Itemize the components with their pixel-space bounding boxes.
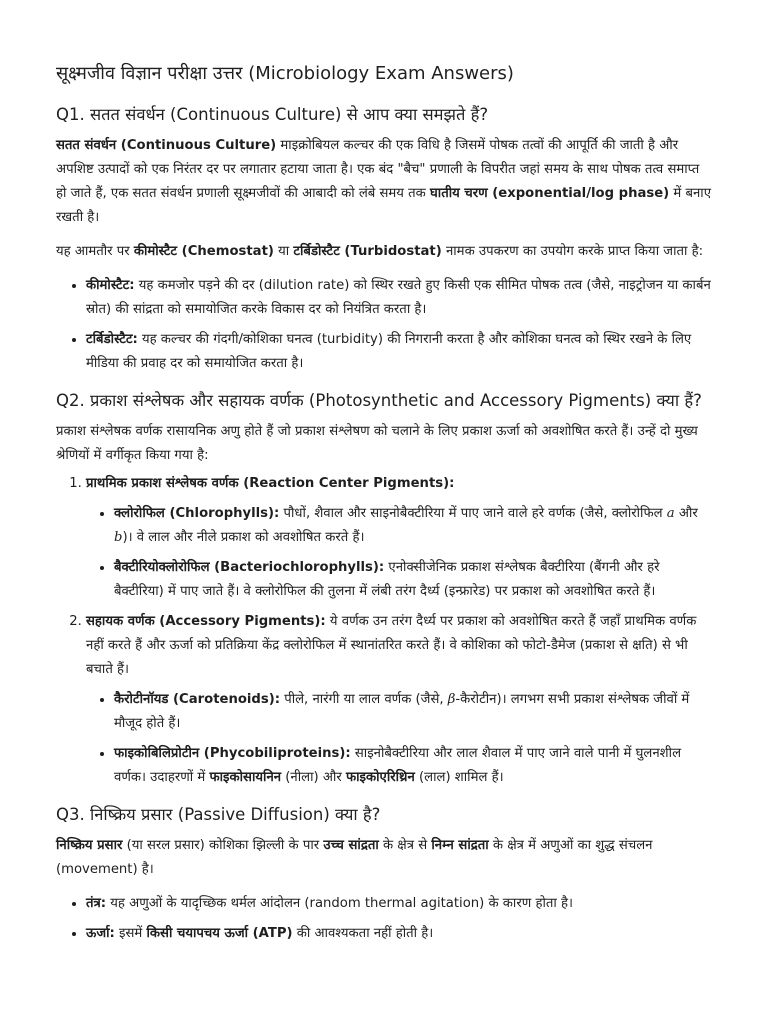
q3-heading: Q3. निष्क्रिय प्रसार (Passive Diffusion) क्या है?	[56, 805, 381, 824]
text-span: माइक्रोबियल कल्चर की एक विधि है जिसमें पोषक तत्वों की आपूर्ति की जाती है और अपशिष्ट उत्पादों को एक निरंतर दर पर लगातार हटाया जाता है। एक बंद "बैच" प्रणाली के विपरीत जहां समय के साथ पोषक तत्व समाप्त हो जाते हैं, एक सतत संवर्धन प्रणाली सूक्ष्मजीवों की आबादी को लंबे समय तक	[56, 138, 700, 201]
list-item	[114, 742, 712, 790]
text-span: पौधों, शैवाल और साइनोबैक्टीरिया में पाए जाने वाले हरे वर्णक (जैसे, क्लोरोफिल	[279, 506, 667, 521]
text-span: यह कल्चर की गंदगी/कोशिका घनत्व (turbidity) की निगरानी करता है और कोशिका घनत्व को स्थिर रखने के लिए मीडिया की प्रवाह दर को समायोजित करता है।	[86, 332, 692, 371]
q2-intro: प्रकाश संश्लेषक वर्णक रासायनिक अणु होते हैं जो प्रकाश संश्लेषण को चलाने के लिए प्रकाश ऊर्जा को अवशोषित करते हैं। उन्हें दो मुख्य श्रेणियों में वर्गीकृत किया गया है:	[56, 424, 698, 463]
bold-term: फाइकोबिलिप्रोटीन (Phycobiliproteins):	[114, 746, 351, 761]
text-span: साइनोबैक्टीरिया और लाल शैवाल में पाए जाने वाले पानी में घुलनशील वर्णक। उदाहरणों में	[114, 746, 682, 785]
text-span: पीले, नारंगी या लाल वर्णक (जैसे,	[280, 692, 448, 707]
bold-term: कीमोस्टैट (Chemostat)	[133, 244, 274, 259]
text-span: )। वे लाल और नीले प्रकाश को अवशोषित करते हैं।	[122, 530, 365, 545]
math-symbol: b	[114, 530, 123, 545]
math-symbol: β	[447, 692, 456, 707]
text-span: और	[674, 506, 698, 521]
sub-list	[86, 502, 712, 604]
text-span: एनोक्सीजेनिक प्रकाश संश्लेषक बैक्टीरिया (बैंगनी और हरे बैक्टीरिया) में पाए जाते हैं। वे क्लोरोफिल की तुलना में लंबी तरंग दैर्ध्य (इन्फ्रारेड) पर प्रकाश को अवशोषित करते हैं।	[114, 560, 660, 599]
text-span: यह कमजोर पड़ने की दर (dilution rate) को स्थिर रखते हुए किसी एक सीमित पोषक तत्व (जैसे, नाइट्रोजन या कार्बन स्रोत) की सांद्रता को समायोजित करके विकास दर को नियंत्रित करता है।	[86, 278, 711, 317]
bold-term: फाइकोसायनिन	[209, 770, 282, 785]
bold-term: निम्न सांद्रता	[431, 838, 489, 853]
list-item	[86, 328, 712, 376]
text-span: या	[273, 244, 294, 259]
text-span: (या सरल प्रसार) कोशिका झिल्ली के पार	[122, 838, 324, 853]
bold-term: ऊर्जा:	[86, 926, 115, 941]
list-item	[86, 274, 712, 322]
q3-bullet-list	[56, 892, 712, 946]
bold-term: उच्च सांद्रता	[323, 838, 379, 853]
text-span: यह अणुओं के यादृच्छिक थर्मल आंदोलन (random thermal agitation) के कारण होता है।	[106, 896, 573, 911]
text-span: यह आमतौर पर	[56, 244, 134, 259]
bold-term: कीमोस्टैट:	[86, 278, 135, 293]
bold-term: घातीय चरण (exponential/log phase)	[429, 186, 670, 201]
bold-term: सतत संवर्धन (Continuous Culture)	[56, 138, 277, 153]
list-item	[114, 556, 712, 604]
q1-heading: Q1. सतत संवर्धन (Continuous Culture) से आप क्या समझते हैं?	[56, 105, 489, 124]
list-item	[86, 472, 712, 604]
q1-paragraph-2	[56, 240, 712, 264]
list-item	[114, 502, 712, 550]
bold-term: किसी चयापचय ऊर्जा (ATP)	[146, 926, 293, 941]
bold-term: बैक्टीरियोक्लोरोफिल (Bacteriochlorophylls):	[114, 560, 385, 575]
text-span: की आवश्यकता नहीं होती है।	[292, 926, 434, 941]
q1-paragraph-1	[56, 134, 712, 230]
bold-term: टर्बिडोस्टैट (Turbidostat)	[293, 244, 442, 259]
q2-heading: Q2. प्रकाश संश्लेषक और सहायक वर्णक (Photosynthetic and Accessory Pigments) क्या हैं?	[56, 391, 702, 410]
text-span: ये वर्णक उन तरंग दैर्ध्य पर प्रकाश को अवशोषित करते हैं जहाँ प्राथमिक वर्णक नहीं करते हैं और ऊर्जा को प्रतिक्रिया केंद्र क्लोरोफिल में स्थानांतरित करते हैं। वे कोशिका को फोटो-डैमेज (प्रकाश से क्षति) से भी बचाते हैं।	[86, 614, 697, 677]
bold-term: तंत्र:	[86, 896, 107, 911]
text-span: (लाल) शामिल हैं।	[414, 770, 504, 785]
bold-term: टर्बिडोस्टैट:	[86, 332, 138, 347]
text-span: के क्षेत्र से	[378, 838, 432, 853]
bold-term: निष्क्रिय प्रसार	[56, 838, 123, 853]
bold-term: प्राथमिक प्रकाश संश्लेषक वर्णक (Reaction Center Pigments):	[86, 476, 455, 491]
bold-term: फाइकोएरिथ्रिन	[345, 770, 415, 785]
math-symbol: a	[666, 506, 675, 521]
sub-list	[86, 688, 712, 790]
list-item	[86, 922, 712, 946]
list-item	[114, 688, 712, 736]
text-span: में बनाए रखती है।	[56, 186, 712, 225]
q1-bullet-list	[56, 274, 712, 376]
q2-numbered-list	[56, 472, 712, 790]
bold-term: क्लोरोफिल (Chlorophylls):	[114, 506, 280, 521]
text-span: -कैरोटीन)। लगभग सभी प्रकाश संश्लेषक जीवों में मौजूद होते हैं।	[114, 692, 690, 731]
bold-term: सहायक वर्णक (Accessory Pigments):	[86, 614, 326, 629]
text-span: इसमें	[114, 926, 147, 941]
page-title: सूक्ष्मजीव विज्ञान परीक्षा उत्तर (Microbiology Exam Answers)	[56, 63, 514, 84]
text-span: के क्षेत्र में अणुओं का शुद्ध संचलन (movement) है।	[56, 838, 653, 877]
q3-paragraph-1	[56, 834, 712, 882]
text-span: नामक उपकरण का उपयोग करके प्राप्त किया जाता है:	[441, 244, 704, 259]
text-span: (नीला) और	[281, 770, 346, 785]
bold-term: कैरोटीनॉयड (Carotenoids):	[114, 692, 281, 707]
list-item	[86, 892, 712, 916]
list-item	[86, 610, 712, 790]
